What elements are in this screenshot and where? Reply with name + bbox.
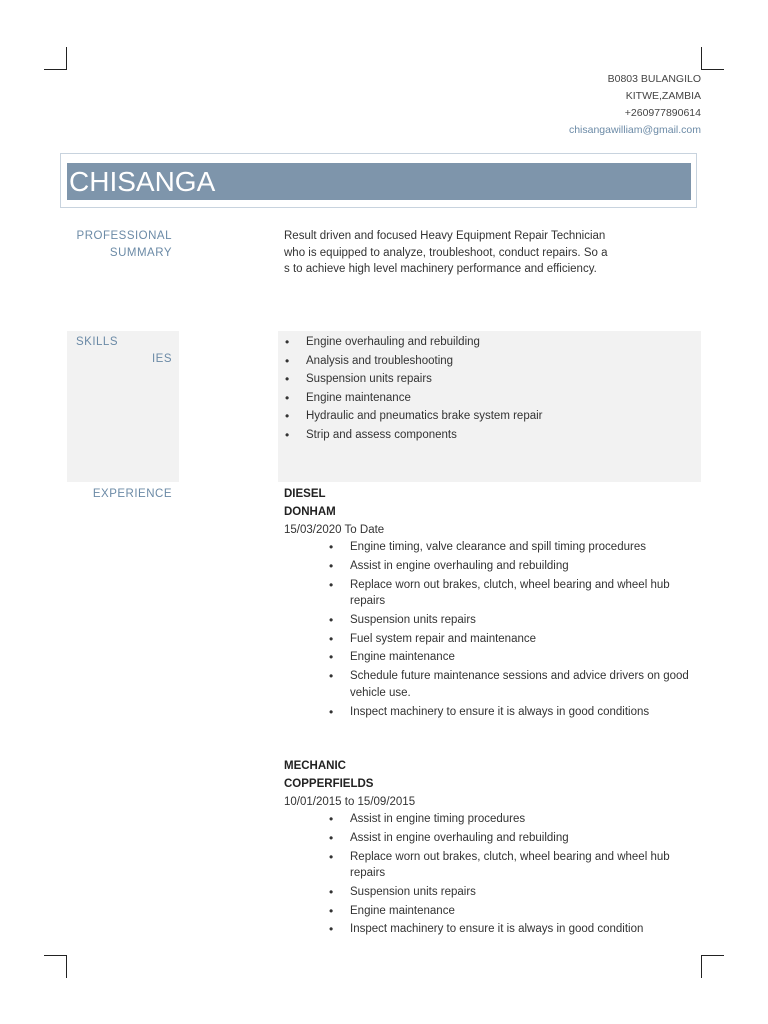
skill-item: • Analysis and troubleshooting bbox=[306, 352, 686, 371]
duty-item: • Engine maintenance bbox=[350, 903, 694, 920]
job-entry bbox=[284, 485, 694, 722]
duty-item: • Inspect machinery to ensure it is always in good condition bbox=[350, 921, 694, 938]
phone-number: +260977890614 bbox=[624, 107, 701, 119]
address-line-2: KITWE,ZAMBIA bbox=[625, 90, 701, 102]
name-banner bbox=[67, 163, 691, 200]
skill-item: • Hydraulic and pneumatics brake system repair bbox=[306, 407, 686, 426]
summary-section-label bbox=[77, 228, 172, 262]
duty-item: • Engine timing, valve clearance and spill timing procedures bbox=[350, 539, 694, 556]
candidate-name: CHISANGA bbox=[69, 166, 216, 197]
duty-item: • Assist in engine timing procedures bbox=[350, 811, 694, 828]
duty-item: • Replace worn out brakes, clutch, wheel bearing and wheel hub repairs bbox=[350, 849, 694, 882]
crop-mark-top-left bbox=[44, 47, 67, 70]
summary-label-line-1: PROFESSIONAL bbox=[76, 230, 172, 242]
job-duties-list bbox=[350, 539, 694, 720]
summary-text: Result driven and focused Heavy Equipment Repair Technician who is equipped to analyze, troubleshoot, conduct repairs. So as to achieve high level machinery performance and efficiency. bbox=[284, 230, 608, 275]
duty-item: • Assist in engine overhauling and rebuilding bbox=[350, 830, 694, 847]
email-link[interactable]: chisangawilliam@gmail.com bbox=[568, 124, 701, 136]
duty-item: • Suspension units repairs bbox=[350, 612, 694, 629]
duty-item: • Fuel system repair and maintenance bbox=[350, 631, 694, 648]
duty-item: • Engine maintenance bbox=[350, 649, 694, 666]
experience-section-label: EXPERIENCE bbox=[92, 488, 172, 500]
job-title: MECHANIC bbox=[284, 760, 346, 772]
name-header bbox=[60, 153, 697, 208]
skills-section-sublabel: IES bbox=[151, 353, 172, 365]
skill-item: • Suspension units repairs bbox=[306, 370, 686, 389]
job-company: DONHAM bbox=[284, 506, 336, 518]
skills-section-label: SKILLS bbox=[76, 336, 118, 348]
address-line-1: B0803 BULANGILO bbox=[607, 73, 701, 85]
crop-mark-top-right bbox=[701, 47, 724, 70]
skill-item: • Engine overhauling and rebuilding bbox=[306, 333, 686, 352]
duty-item: • Assist in engine overhauling and rebuilding bbox=[350, 558, 694, 575]
job-dates: 15/03/2020 To Date bbox=[284, 524, 385, 536]
job-company: COPPERFIELDS bbox=[284, 778, 374, 790]
job-entry bbox=[284, 757, 694, 940]
duty-item: • Suspension units repairs bbox=[350, 884, 694, 901]
skill-item: • Engine maintenance bbox=[306, 389, 686, 408]
duty-item: • Replace worn out brakes, clutch, wheel bearing and wheel hub repairs bbox=[350, 577, 694, 610]
summary-label-line-2: SUMMARY bbox=[109, 247, 172, 259]
job-title: DIESEL bbox=[284, 488, 326, 500]
skill-item: • Strip and assess components bbox=[306, 426, 686, 445]
duty-item: • Schedule future maintenance sessions and advice drivers on good vehicle use. bbox=[350, 668, 694, 701]
job-dates: 10/01/2015 to 15/09/2015 bbox=[284, 796, 416, 808]
crop-mark-bottom-left bbox=[44, 955, 67, 978]
contact-block bbox=[569, 71, 701, 139]
duty-item: • Inspect machinery to ensure it is always in good conditions bbox=[350, 704, 694, 721]
job-duties-list bbox=[350, 811, 694, 938]
crop-mark-bottom-right bbox=[701, 955, 724, 978]
skills-list bbox=[306, 333, 686, 444]
